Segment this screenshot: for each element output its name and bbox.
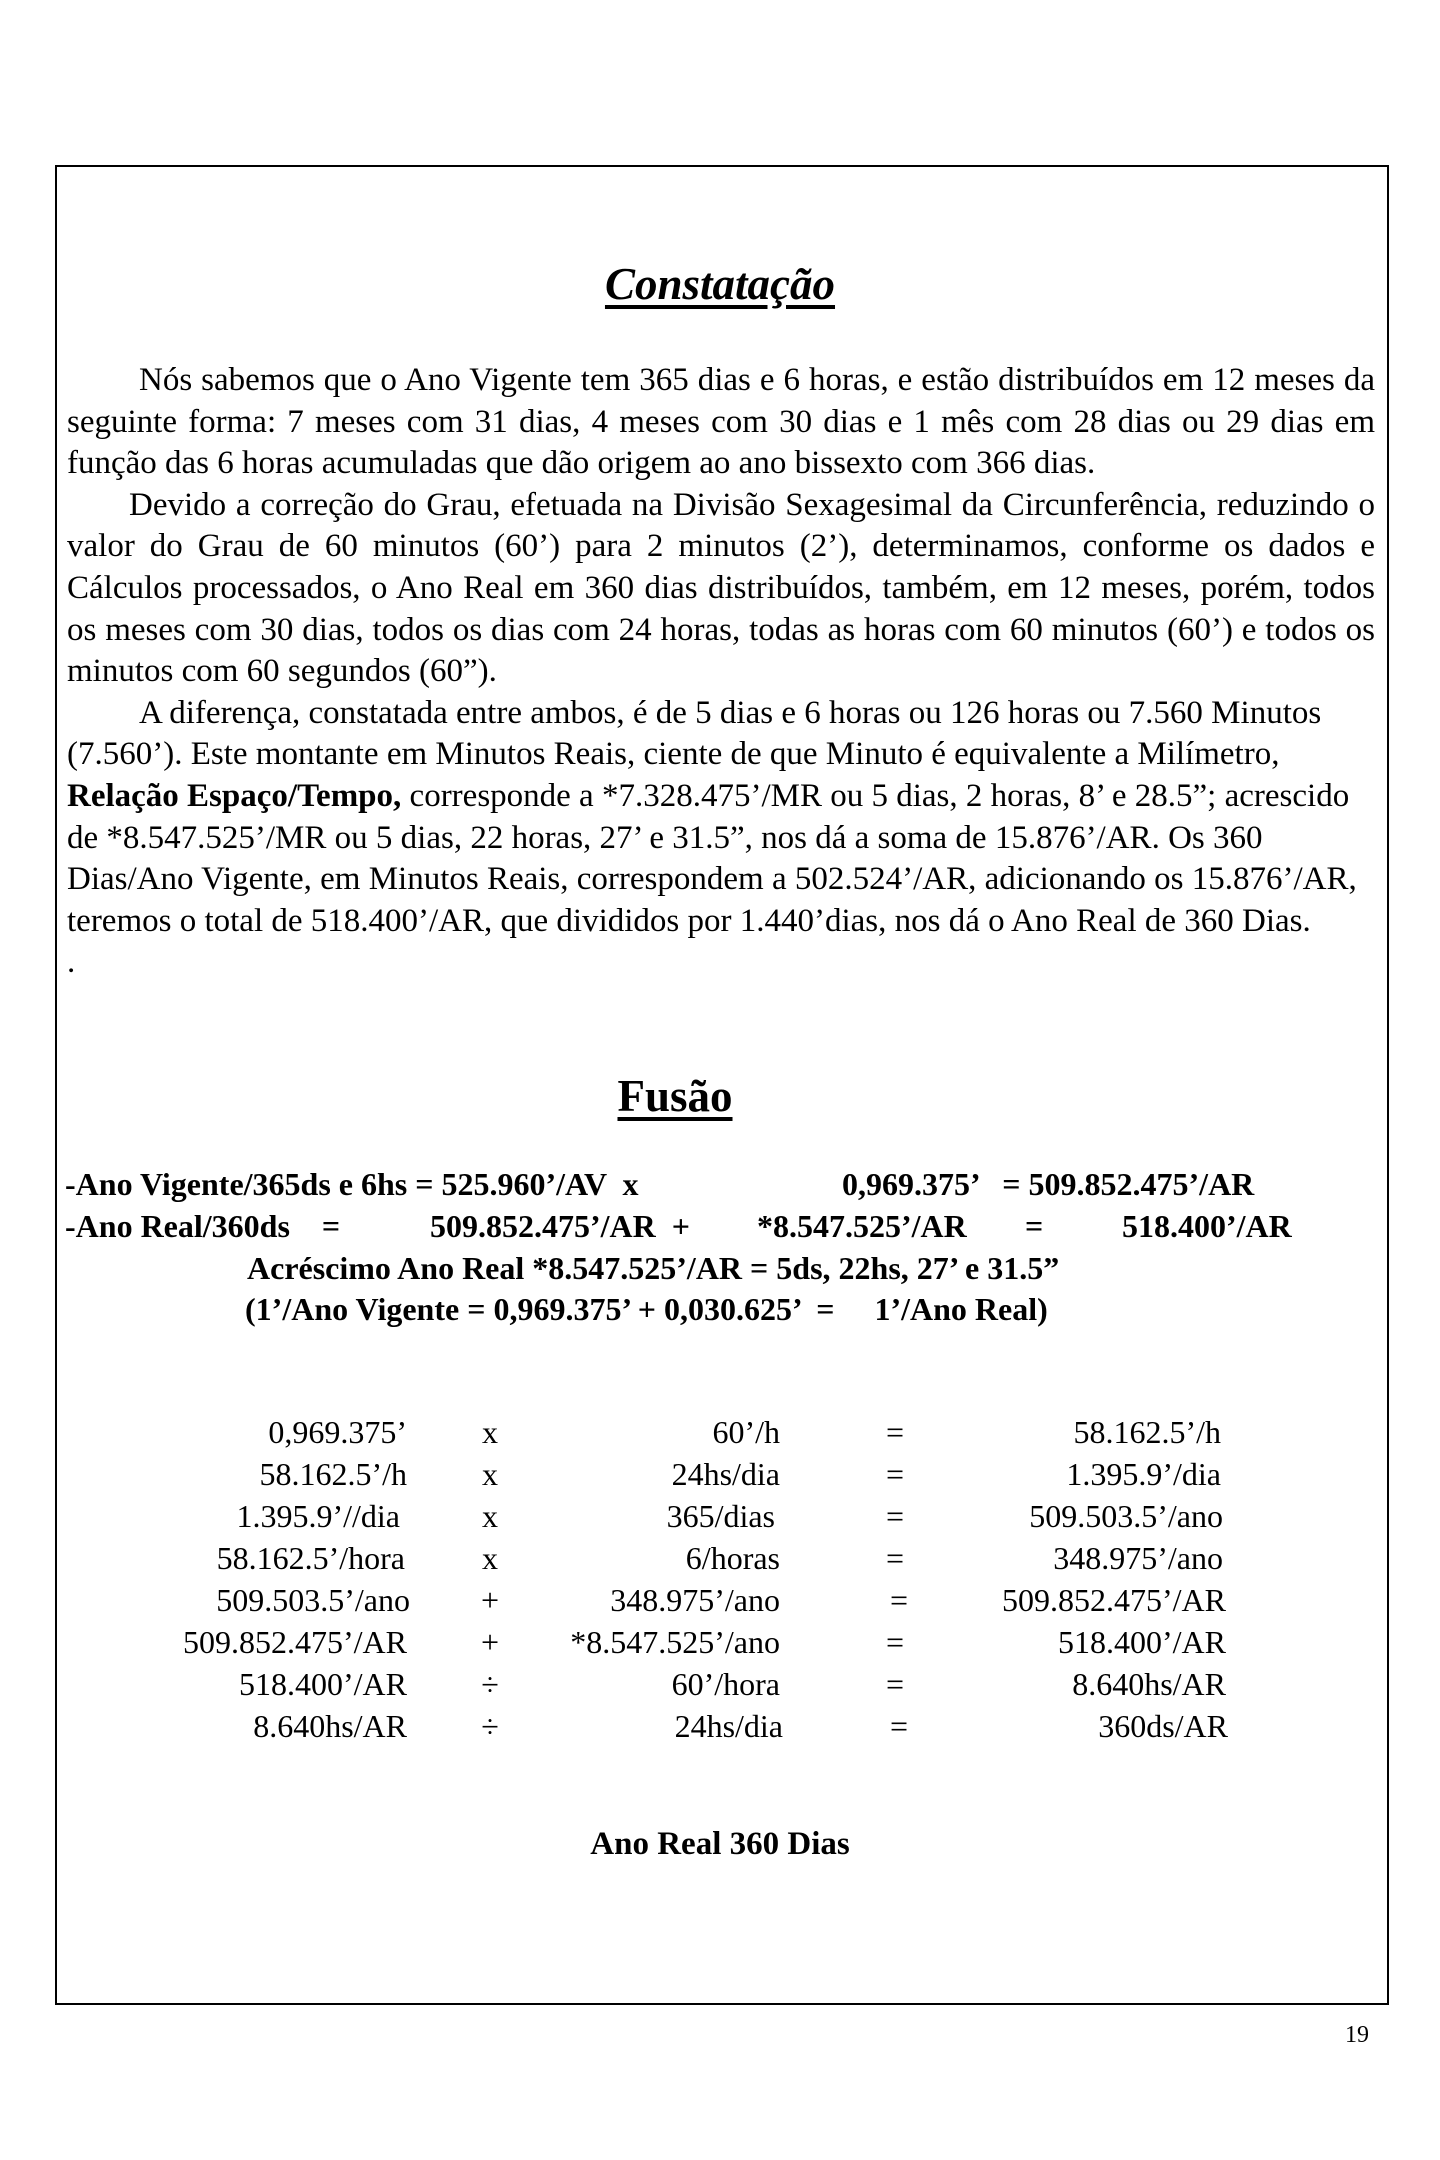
fusion-line-1a: -Ano Vigente/365ds e 6hs = 525.960’/AV x [65,1166,639,1202]
body-text [67,360,1375,984]
paragraph-2: Devido a correção do Grau, efetuada na Divisão Sexagesimal da Circunferência, reduzindo o valor do Grau de 60 minutos (60’) para 2 minutos (2’), determinamos, conforme os dados e Cálculos processados, o Ano Real em 360 dias distribuídos, também, em 12 meses, porém, todos os meses com 30 dias, todos os dias com 24 horas, todas as horas com 60 minutos (60’) e todos os minutos com 60 segundos (60”). [67,486,1375,690]
paragraph-3-bold: Relação Espaço/Tempo, [67,777,402,814]
calc-equals: = [885,1540,905,1576]
calc-equals: = [889,1582,909,1618]
calc-equals: = [885,1414,905,1450]
calc-operand-b: 348.975’/ano [610,1582,780,1618]
calc-operand-a: 0,969.375’ [268,1414,407,1450]
stray-dot: . [67,944,76,981]
fusion-line-3: Acréscimo Ano Real *8.547.525’/AR = 5ds, 22hs, 27’ e 31.5” [247,1250,1060,1286]
calc-operand-b: 60’/hora [671,1666,780,1702]
calc-operand-b: 365/dias [666,1498,775,1534]
calc-operator: x [482,1456,498,1492]
calc-operand-b: 24hs/dia [674,1708,783,1744]
calc-operand-a: 518.400’/AR [239,1666,407,1702]
calc-operator: x [482,1540,498,1576]
calc-result: 1.395.9’/dia [1066,1456,1221,1492]
calc-operand-a: 8.640hs/AR [253,1708,407,1744]
page-number: 19 [1345,2022,1369,2048]
paragraph-1: Nós sabemos que o Ano Vigente tem 365 dias e 6 horas, e estão distribuídos em 12 meses da seguinte forma: 7 meses com 31 dias, 4 meses com 30 dias e 1 mês com 28 dias ou 29 dias em função das 6 horas acumuladas que dão origem ao ano bissexto com 366 dias. [67,362,1375,482]
calc-result: 360ds/AR [1098,1708,1228,1744]
calc-operand-a: 509.503.5’/ano [216,1582,410,1618]
conclusion-text: Ano Real 360 Dias [590,1826,850,1862]
fusion-line-1b: 0,969.375’ = 509.852.475’/AR [842,1166,1255,1202]
fusion-line-2c: *8.547.525’/AR [757,1208,967,1244]
calc-operator: ÷ [481,1708,499,1744]
calc-operand-b: 24hs/dia [671,1456,780,1492]
calc-result: 348.975’/ano [1053,1540,1223,1576]
calc-equals: = [885,1666,905,1702]
section-title-fusao: Fusão [617,1071,733,1121]
fusion-line-2a: -Ano Real/360ds = [65,1208,341,1244]
calc-result: 58.162.5’/h [1073,1414,1221,1450]
calc-result: 509.852.475’/AR [1002,1582,1226,1618]
calc-operand-a: 58.162.5’/h [259,1456,407,1492]
calc-equals: = [885,1624,905,1660]
calc-operator: + [480,1624,500,1660]
calc-result: 8.640hs/AR [1072,1666,1226,1702]
calc-operator: + [480,1582,500,1618]
calc-operator: ÷ [481,1666,499,1702]
calc-result: 518.400’/AR [1058,1624,1226,1660]
section-title-constatacao: Constatação [604,259,836,309]
calc-result: 509.503.5’/ano [1029,1498,1223,1534]
calc-operand-a: 58.162.5’/hora [216,1540,405,1576]
calc-operand-a: 1.395.9’//dia [236,1498,400,1534]
calc-equals: = [885,1456,905,1492]
calc-operand-b: 60’/h [712,1414,780,1450]
paragraph-3 [67,693,1375,943]
paragraph-3-text-b: corresponde a *7.328.475’/MR ou 5 dias, 2 horas, 8’ e 28.5”; acrescido de *8.547.525’/MR ou 5 dias, 22 horas, 27’ e 31.5”, nos dá a soma de 15.876’/AR. Os 360 Dias/Ano Vigente, em Minutos Reais, correspondem a 502.524’/AR, adicionando os 15.876’/AR, teremos o total de 518.400’/AR, que divididos por 1.440’dias, nos dá o Ano Real de 360 Dias. [67,777,1357,939]
calc-equals: = [889,1708,909,1744]
calc-operator: x [482,1414,498,1450]
calc-operator: x [482,1498,498,1534]
fusion-line-4: (1’/Ano Vigente = 0,969.375’ + 0,030.625’ = 1’/Ano Real) [245,1291,1048,1327]
fusion-line-2d: = [1025,1208,1044,1244]
calc-operand-b: *8.547.525’/ano [570,1624,780,1660]
calc-operand-a: 509.852.475’/AR [183,1624,407,1660]
calc-equals: = [885,1498,905,1534]
paragraph-3-text-a: A diferença, constatada entre ambos, é de 5 dias e 6 horas ou 126 horas ou 7.560 Minutos (7.560’). Este montante em Minutos Reais, ciente de que Minuto é equivalente a Milímetro, [67,694,1322,773]
fusion-line-2e: 518.400’/AR [1122,1208,1292,1244]
calc-operand-b: 6/horas [685,1540,780,1576]
fusion-line-2b: 509.852.475’/AR + [430,1208,690,1244]
